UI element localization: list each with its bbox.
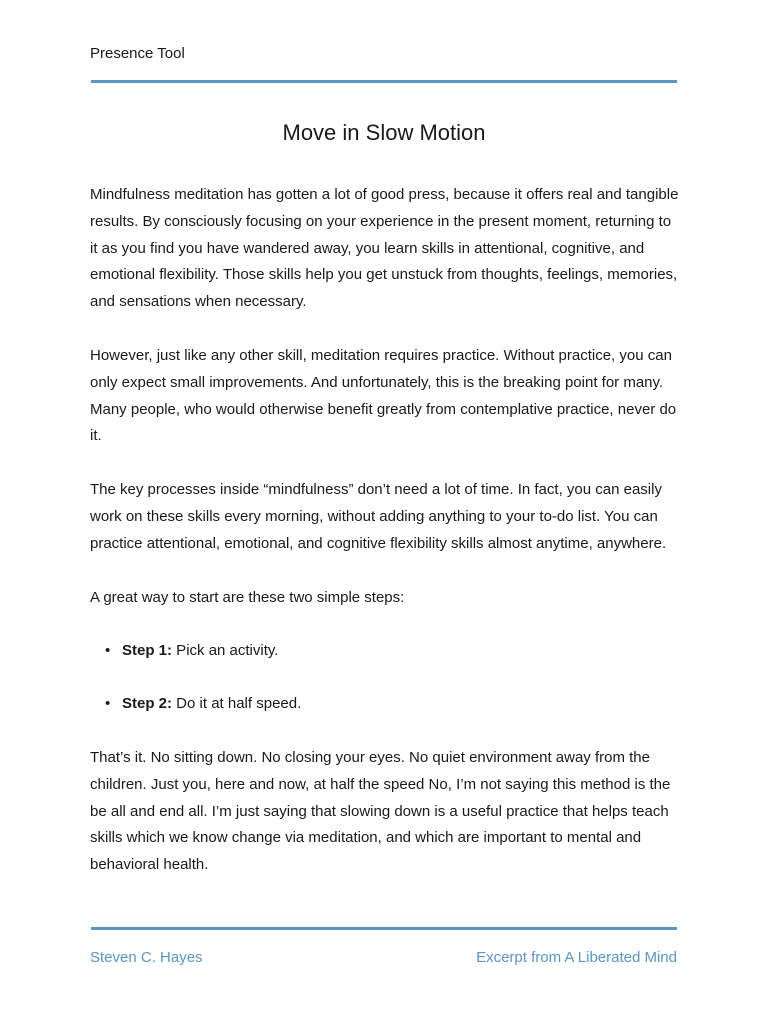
paragraph-practice: However, just like any other skill, meditation requires practice. Without practice, you can only expect small improvements. And unfortunately, this is the breaking point for many. Many people, who would otherwise benefit greatly from contemplative practice, never do it.	[90, 346, 677, 445]
header-divider	[91, 80, 677, 83]
footer-source: Excerpt from A Liberated Mind	[476, 949, 677, 966]
step-1-text: Pick an activity.	[172, 642, 279, 660]
step-2-label: Step 2:	[122, 695, 173, 713]
page-title: Move in Slow Motion	[282, 120, 486, 145]
list-item-step-1	[105, 638, 682, 665]
paragraph-key-processes: The key processes inside “mindfulness” don’t need a lot of time. In fact, you can easily work on these skills every morning, without adding anything to your to-do list. You can practice attentional, emotional, and cognitive flexibility skills almost anytime, anywhere.	[90, 481, 667, 552]
page-header-label: Presence Tool	[90, 45, 185, 62]
article-body	[90, 182, 682, 906]
paragraph-closing: That’s it. No sitting down. No closing your eyes. No quiet environment away from the children. Just you, here and now, at half the speed No, I’m not saying this method is the be all and end all. I’m just saying that slowing down is a useful practice that helps teach skills which we know change via meditation, and which are important to mental and behavioral health.	[90, 748, 671, 874]
bullet-icon: •	[105, 695, 111, 713]
steps-list	[90, 638, 682, 718]
footer-author: Steven C. Hayes	[90, 949, 203, 966]
bullet-icon: •	[105, 642, 111, 660]
footer-divider	[91, 927, 677, 930]
paragraph-intro: Mindfulness meditation has gotten a lot of good press, because it offers real and tangible results. By consciously focusing on your experience in the present moment, returning to it as you find you have wandered away, you learn skills in attentional, cognitive, and emotional flexibility. Those skills help you get unstuck from thoughts, feelings, memories, and sensations when necessary.	[90, 186, 679, 311]
paragraph-steps-intro: A great way to start are these two simple steps:	[90, 588, 405, 606]
step-1-label: Step 1:	[122, 642, 173, 660]
list-item-step-2	[105, 691, 682, 718]
step-2-text: Do it at half speed.	[172, 695, 302, 713]
